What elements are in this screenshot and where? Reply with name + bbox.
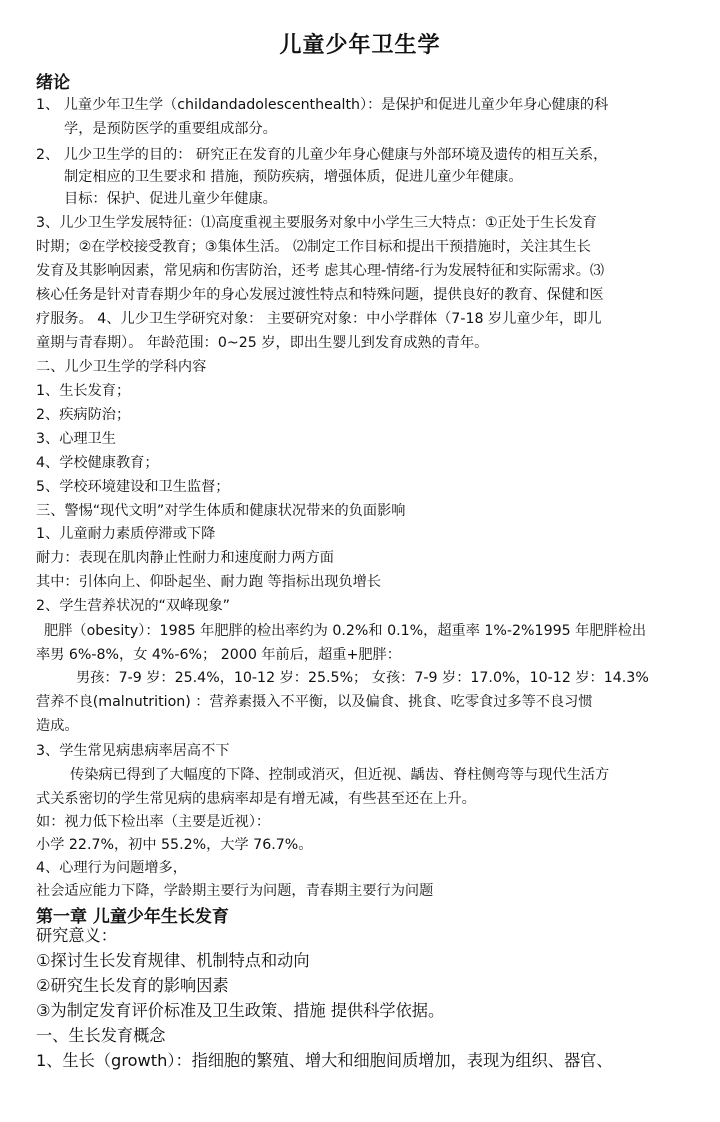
text-line: 二、儿少卫生学的学科内容 bbox=[36, 359, 207, 375]
text-line: 肥胖（obesity）：1985 年肥胖的检出率约为 0.2%和 0.1%，超重率 1%-2%1995 年肥胖检出 bbox=[44, 623, 647, 639]
chapter-line: ②研究生长发育的影响因素 bbox=[36, 976, 229, 995]
text-line: 疗服务。 4、儿少卫生学研究对象： 主要研究对象：中小学群体（7-18 岁儿童少年，即儿 bbox=[36, 311, 602, 327]
text-line: 如：视力低下检出率（主要是近视）： bbox=[36, 814, 271, 830]
text-line: 目标：保护、促进儿童少年健康。 bbox=[64, 191, 277, 207]
text-line: 学，是预防医学的重要组成部分。 bbox=[64, 121, 277, 137]
chapter-line: 研究意义： bbox=[36, 926, 117, 945]
chapter-line: ①探讨生长发育规律、机制特点和动向 bbox=[36, 951, 310, 970]
text-line: 1、生长发育； bbox=[36, 383, 131, 399]
chapter-heading: 第一章 儿童少年生长发育 bbox=[36, 907, 229, 927]
text-line: 造成。 bbox=[36, 718, 79, 734]
text-line: 小学 22.7%，初中 55.2%，大学 76.7%。 bbox=[36, 837, 313, 853]
text-line: 发育及其影响因素，常见病和伤害防治，还考 虑其心理-情绪-行为发展特征和实际需求。⑶ bbox=[36, 263, 605, 279]
text-line: 童期与青春期）。 年龄范围：0~25 岁，即出生婴儿到发育成熟的青年。 bbox=[36, 335, 489, 351]
text-line: 时期；②在学校接受教育；③集体生活。 ⑵制定工作目标和提出干预措施时，关注其生长 bbox=[36, 239, 591, 255]
text-line: 4、心理行为问题增多， bbox=[36, 860, 187, 876]
chapter-line: 一、生长发育概念 bbox=[36, 1026, 166, 1045]
text-line: 社会适应能力下降，学龄期主要行为问题，青春期主要行为问题 bbox=[36, 883, 434, 899]
text-line: 传染病已得到了大幅度的下降、控制或消灭，但近视、龋齿、脊柱侧弯等与现代生活方 bbox=[70, 767, 610, 783]
text-line: 其中：引体向上、仰卧起坐、耐力跑 等指标出现负增长 bbox=[36, 574, 382, 590]
text-line: 率男 6%-8%，女 4%-6%； 2000 年前后，超重+肥胖： bbox=[36, 647, 401, 663]
chapter-line: ③为制定发育评价标准及卫生政策、措施 提供科学依据。 bbox=[36, 1001, 445, 1020]
text-line: 营养不良(malnutrition) ：营养素摄入不平衡，以及偏食、挑食、吃零食过多等不良习惯 bbox=[36, 694, 593, 710]
text-line: 制定相应的卫生要求和 措施，预防疾病，增强体质，促进儿童少年健康。 bbox=[64, 169, 523, 185]
text-line: 3、心理卫生 bbox=[36, 431, 116, 447]
text-line: 3、儿少卫生学发展特征：⑴高度重视主要服务对象中小学生三大特点：①正处于生长发育 bbox=[36, 215, 597, 231]
text-line: 1、儿童耐力素质停滞或下降 bbox=[36, 526, 216, 542]
text-line: 4、学校健康教育； bbox=[36, 455, 159, 471]
text-line: 男孩：7-9 岁：25.4%，10-12 岁：25.5%； 女孩：7-9 岁：17.0%，10-12 岁：14.3% bbox=[76, 670, 649, 686]
text-line: 5、学校环境建设和卫生监督； bbox=[36, 479, 230, 495]
intro-heading: 绪论 bbox=[36, 73, 70, 93]
text-line: 3、学生常见病患病率居高不下 bbox=[36, 743, 230, 759]
text-line: 耐力：表现在肌肉静止性耐力和速度耐力两方面 bbox=[36, 550, 334, 566]
text-line: 式关系密切的学生常见病的患病率却是有增无减，有些甚至还在上升。 bbox=[36, 791, 476, 807]
document-title: 儿童少年卫生学 bbox=[279, 33, 441, 58]
text-line: 2、学生营养状况的“双峰现象” bbox=[36, 598, 230, 614]
chapter-line: 1、生长（growth）：指细胞的繁殖、增大和细胞间质增加，表现为组织、器官、 bbox=[36, 1051, 613, 1070]
text-line: 核心任务是针对青春期少年的身心发展过渡性特点和特殊问题，提供良好的教育、保健和医 bbox=[36, 287, 604, 303]
text-line: 2、 儿少卫生学的目的： 研究正在发育的儿童少年身心健康与外部环境及遗传的相互关系， bbox=[36, 147, 608, 163]
text-line: 三、警惕“现代文明”对学生体质和健康状况带来的负面影响 bbox=[36, 503, 406, 519]
text-line: 1、 儿童少年卫生学（childandadolescenthealth）：是保护和促进儿童少年身心健康的科 bbox=[36, 97, 609, 113]
text-line: 2、疾病防治； bbox=[36, 407, 131, 423]
